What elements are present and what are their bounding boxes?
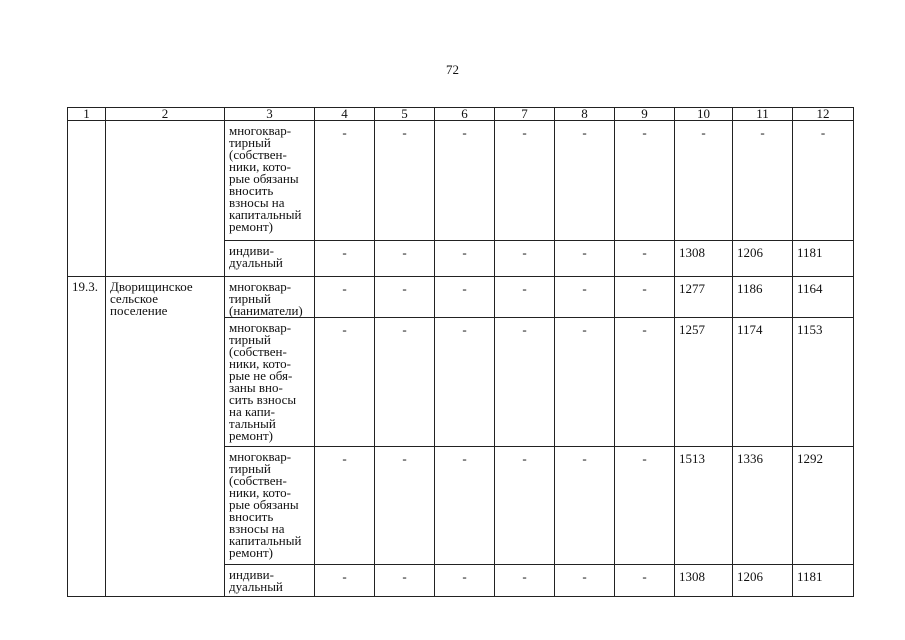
value-col12-cell: 1181: [793, 241, 854, 277]
dash-cell: -: [495, 447, 555, 565]
settlement-name: Дворищинское сельское поселение: [110, 279, 193, 318]
dash-cell: -: [555, 447, 615, 565]
header-cell: 7: [495, 108, 555, 121]
dash-cell: -: [615, 565, 675, 597]
value-col11-cell: 1336: [733, 447, 793, 565]
header-cell: 3: [225, 108, 315, 121]
value-col10-cell: 1257: [675, 318, 733, 447]
dash-cell: -: [375, 121, 435, 241]
housing-type-text: многоквар- тирный (собствен- ники, кото- рые обязаны вносить взносы на капитальный ремонт): [229, 123, 302, 234]
housing-type-text: индиви- дуальный: [229, 567, 283, 594]
value-col11-cell: 1206: [733, 241, 793, 277]
dash-cell: -: [435, 241, 495, 277]
header-cell: 9: [615, 108, 675, 121]
header-cell: 1: [68, 108, 106, 121]
dash-cell: -: [435, 565, 495, 597]
dash-cell: -: [555, 121, 615, 241]
dash-cell: -: [615, 318, 675, 447]
dash-cell: -: [615, 241, 675, 277]
table-row: [68, 277, 854, 318]
dash-cell: -: [315, 318, 375, 447]
header-cell: 11: [733, 108, 793, 121]
settlement-name-cell: [106, 121, 225, 277]
value-col12-cell: 1292: [793, 447, 854, 565]
header-cell: 10: [675, 108, 733, 121]
housing-type-cell: [225, 277, 315, 318]
dash-cell: -: [615, 121, 675, 241]
row-number-cell: 19.3.: [68, 277, 106, 597]
value-col12-cell: -: [793, 121, 854, 241]
dash-cell: -: [495, 565, 555, 597]
header-cell: 8: [555, 108, 615, 121]
dash-cell: -: [615, 277, 675, 318]
dash-cell: -: [435, 121, 495, 241]
dash-cell: -: [375, 241, 435, 277]
dash-cell: -: [435, 447, 495, 565]
housing-type-cell: [225, 565, 315, 597]
value-col10-cell: 1308: [675, 241, 733, 277]
dash-cell: -: [315, 121, 375, 241]
value-col10-cell: 1277: [675, 277, 733, 318]
housing-type-cell: [225, 447, 315, 565]
dash-cell: -: [495, 277, 555, 318]
housing-type-cell: [225, 318, 315, 447]
dash-cell: -: [495, 241, 555, 277]
value-col10-cell: 1513: [675, 447, 733, 565]
tariff-table: [67, 107, 854, 597]
row-number-cell: [68, 121, 106, 277]
dash-cell: -: [555, 565, 615, 597]
value-col10-cell: 1308: [675, 565, 733, 597]
value-col11-cell: 1206: [733, 565, 793, 597]
value-col11-cell: 1186: [733, 277, 793, 318]
header-cell: 4: [315, 108, 375, 121]
dash-cell: -: [315, 447, 375, 565]
dash-cell: -: [375, 277, 435, 318]
header-cell: 2: [106, 108, 225, 121]
header-cell: 6: [435, 108, 495, 121]
housing-type-cell: [225, 121, 315, 241]
table-row: [68, 121, 854, 241]
dash-cell: -: [615, 447, 675, 565]
value-col10-cell: -: [675, 121, 733, 241]
settlement-name-cell: [106, 277, 225, 597]
dash-cell: -: [375, 318, 435, 447]
housing-type-text: многоквар- тирный (собствен- ники, кото- рые не обя- заны вно- сить взносы на капи- тальный ремонт): [229, 320, 297, 443]
value-col11-cell: 1174: [733, 318, 793, 447]
dash-cell: -: [375, 565, 435, 597]
dash-cell: -: [555, 318, 615, 447]
value-col12-cell: 1181: [793, 565, 854, 597]
header-cell: 12: [793, 108, 854, 121]
dash-cell: -: [435, 318, 495, 447]
dash-cell: -: [375, 447, 435, 565]
value-col12-cell: 1153: [793, 318, 854, 447]
housing-type-cell: [225, 241, 315, 277]
dash-cell: -: [555, 277, 615, 318]
dash-cell: -: [435, 277, 495, 318]
dash-cell: -: [555, 241, 615, 277]
page-number: 72: [446, 62, 459, 77]
housing-type-text: многоквар- тирный (наниматели): [229, 279, 303, 318]
header-row: [68, 108, 854, 121]
dash-cell: -: [315, 277, 375, 318]
header-cell: 5: [375, 108, 435, 121]
dash-cell: -: [495, 318, 555, 447]
dash-cell: -: [495, 121, 555, 241]
housing-type-text: индиви- дуальный: [229, 243, 283, 270]
housing-type-text: многоквар- тирный (собствен- ники, кото- рые обязаны вносить взносы на капитальный ремонт): [229, 449, 302, 560]
dash-cell: -: [315, 241, 375, 277]
dash-cell: -: [315, 565, 375, 597]
value-col12-cell: 1164: [793, 277, 854, 318]
value-col11-cell: -: [733, 121, 793, 241]
